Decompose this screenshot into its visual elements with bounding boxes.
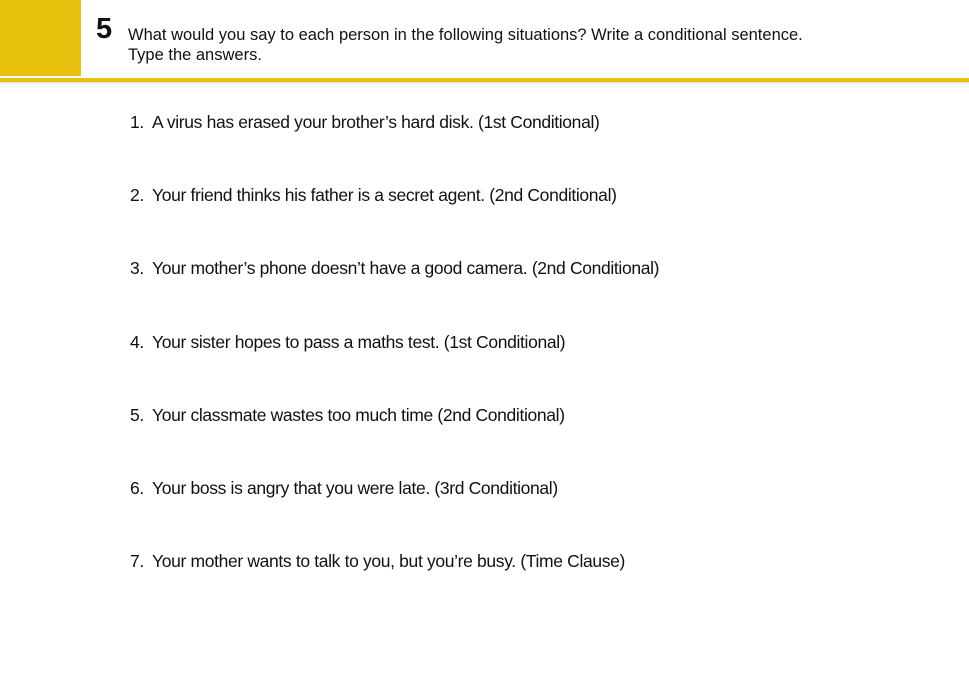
situation-item-5 xyxy=(130,403,659,476)
situation-item-4 xyxy=(130,330,659,403)
item-number: 4. xyxy=(130,331,144,352)
item-text: Your friend thinks his father is a secret agent. (2nd Conditional) xyxy=(152,185,617,206)
header-divider-shadow xyxy=(0,82,969,85)
item-number: 2. xyxy=(130,185,144,206)
exercise-number: 5 xyxy=(96,13,113,45)
instruction-line-2: Type the answers. xyxy=(128,46,262,64)
situation-item-7 xyxy=(130,549,659,622)
situation-item-2 xyxy=(130,183,659,256)
situation-item-3 xyxy=(130,256,659,329)
situation-list xyxy=(130,110,659,622)
item-number: 6. xyxy=(130,477,144,498)
instruction-line-1: What would you say to each person in the following situations? Write a conditional sentence. xyxy=(128,26,803,44)
item-text: Your mother’s phone doesn’t have a good camera. (2nd Conditional) xyxy=(152,258,660,279)
item-text: A virus has erased your brother’s hard disk. (1st Conditional) xyxy=(152,112,600,132)
situation-item-6 xyxy=(130,476,659,549)
item-number: 1. xyxy=(130,112,144,132)
item-text: Your sister hopes to pass a maths test. (1st Conditional) xyxy=(152,331,566,352)
item-text: Your classmate wastes too much time (2nd Conditional) xyxy=(152,404,565,425)
item-number: 3. xyxy=(130,258,144,279)
item-text: Your mother wants to talk to you, but you’re busy. (Time Clause) xyxy=(152,551,626,572)
item-number: 5. xyxy=(130,404,144,425)
situation-item-1 xyxy=(130,110,659,183)
header-accent-block xyxy=(0,0,81,76)
item-number: 7. xyxy=(130,551,144,572)
item-text: Your boss is angry that you were late. (3rd Conditional) xyxy=(152,477,558,498)
exercise-instruction xyxy=(128,25,948,65)
